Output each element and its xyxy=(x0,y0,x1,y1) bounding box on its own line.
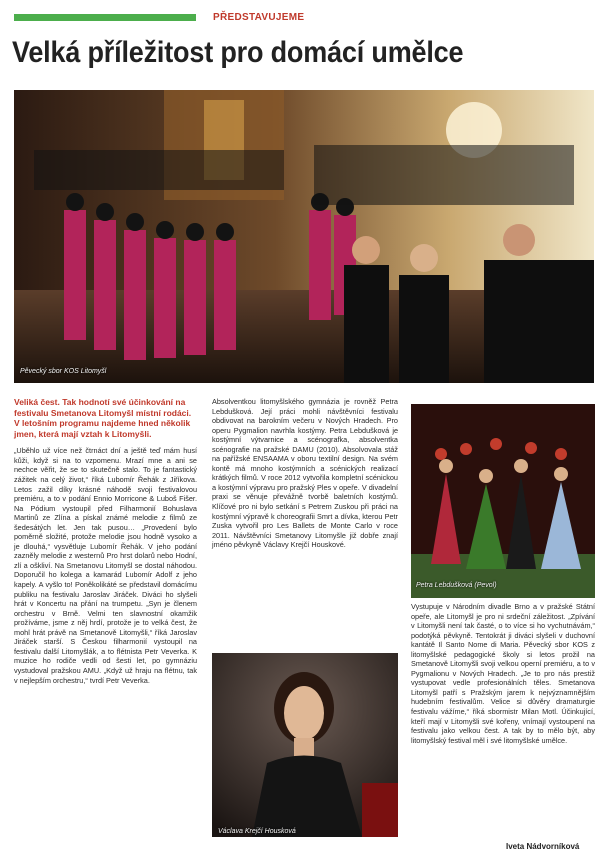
main-photo xyxy=(14,90,594,383)
lead-paragraph: Veliká čest. Tak hodnotí své účinkování na festivalu Smetanova Litomyšl místní rodáci. V letošním programu najdeme hned několik jmen, která mají vztah k Litomyšli. xyxy=(14,397,192,439)
column-2-text: Absolventkou litomyšlského gymnázia je rovněž Petra Lebdušková. Její práci mohli návštěvníci festivalu obdivovat na barokním večeru v Nových Hradech. Pro operu Pygmalion navrhla kostýmy. Petra Lebdušková je kostýmní výtvarnice a scénografka, absolventka scénografie na pražské DAMU (2010). Absolvovala stáž na pařížské ENSAAMA v oboru textilní design. Na svém kontě má mnoho kostýmních a scénických realizací krátkých filmů. V roce 2012 vytvořila kompletní scénickou a kostýmní výpravu pro pražský Ples v opeře. V divadelní praxi se věnuje převážně tvorbě baletních kostýmů. Klíčové pro ni bylo setkání s Petrem Zuskou při práci na kostýmní výpravě k choreografii Smrt a dívka, kterou Petr Zuska vytvořil pro Les Ballets de Monte Carlo v roce 2011. Návštěvníci Smetanovy Litomyšle již dobře znají jméno pěvkyně Václavy Krejčí Houskové. xyxy=(212,397,398,550)
section-label: PŘEDSTAVUJEME xyxy=(213,12,305,23)
column-3-text: Vystupuje v Národním divadle Brno a v pražské Státní opeře, ale Litomyšl je pro ni srdeční záležitost. „Zpívání v Litomyšli není tak časté, o to více si ho vychutnávám,“ podotýká pěvkyně. Tentokrát ji diváci slyšeli v duchovní kantátě Il Santo Nome di Maria. Pěvecký sbor KOS z litomyšlské pedagogické školy si letos prožil na Smetanově Litomyšli svoji velkou operní premiéru, a to v Pygmalionu v Nových Hradech. „Je to pro nás prestiž vystupovat vedle profesionálních těles. Smetanova Litomyšl patří s Pražským jarem k nejvýznamnějším hudebním festivalům. Velice si důvěry dramaturgie festivalu vážíme,“ říká sbormistr Milan Motl. Účinkující, kteří mají v Litomyšli své kořeny, vnímají vystoupení na festivalu jako velkou čest. A tak by to mělo být, aby litomyšlský festival měl i své litomyšlské umělce. xyxy=(411,602,595,745)
vaclava-photo xyxy=(212,653,398,837)
column-2 xyxy=(212,397,398,550)
column-1-text: „Uběhlo už více než čtrnáct dní a ještě teď mám husí kůži, když si na to vzpomenu. Mrazí mne a ani se nechce věřit, že se to skutečně stalo. To je fantastický zážitek na celý život,“ říká Lubomír Řehák z Jiříkova. Letos zažil díky krásné náhodě svoji festivalovou premiéru, a to v podání Ennio Morricone & Luboš Fišer. Na Pódium vystoupil před Filharmonií Bohuslava Martinů ze Zlína a pískal známé melodie z filmů ze šedesátých let. Jen tak pusou… „Provedení bylo poměrně složité, protože melodie jsou hodně vysoko a je dlouhá,“ vysvětluje Lubomír Řehák. V jeho podání zazněly melodie z westernů Pro hrst dolarů nebo Hodní, zlí a oškliví. Na Smetanovu Litomyšl se dostal náhodou. Doporučil ho kolega a kamarád Lubomír Adolf z jeho kapely. A vyšlo to! Poněkolikáté se představil domácímu publiku na festivalu Jaroslav Jiráček. Diváci ho slyšeli hrát v Koncertu na přání na trumpetu. „Syn je členem orchestru v Brně. Velmi ten slavnostní okamžik prožíváme, jsme z něj hrdí, protože je to velká čest, že mohl hrát právě na Smetanově Litomyšli,“ říká Jaroslav Jiráček starší. S Českou filharmonií vystoupil na festivalu další Litomyšlák, a to flétnista Petr Veverka. K muzice ho rodiče vedli od šesti let, po gymnáziu vystudoval pražskou AMU. „Když už hraju na flétnu, tak v nejlepším orchestru,“ tvrdí Petr Veverka. xyxy=(14,446,197,685)
column-3 xyxy=(411,602,595,745)
article-title: Velká příležitost pro domácí umělce xyxy=(12,36,464,69)
author-name: Iveta Nádvorníková xyxy=(506,842,580,851)
column-1 xyxy=(14,397,197,685)
vaclava-photo-caption: Václava Krejčí Housková xyxy=(218,828,296,835)
main-photo-caption: Pěvecký sbor KOS Litomyšl xyxy=(20,368,107,375)
header-accent-bar xyxy=(14,14,196,21)
petra-photo xyxy=(411,404,595,598)
petra-photo-caption: Petra Lebdušková (Pevol) xyxy=(416,582,497,589)
